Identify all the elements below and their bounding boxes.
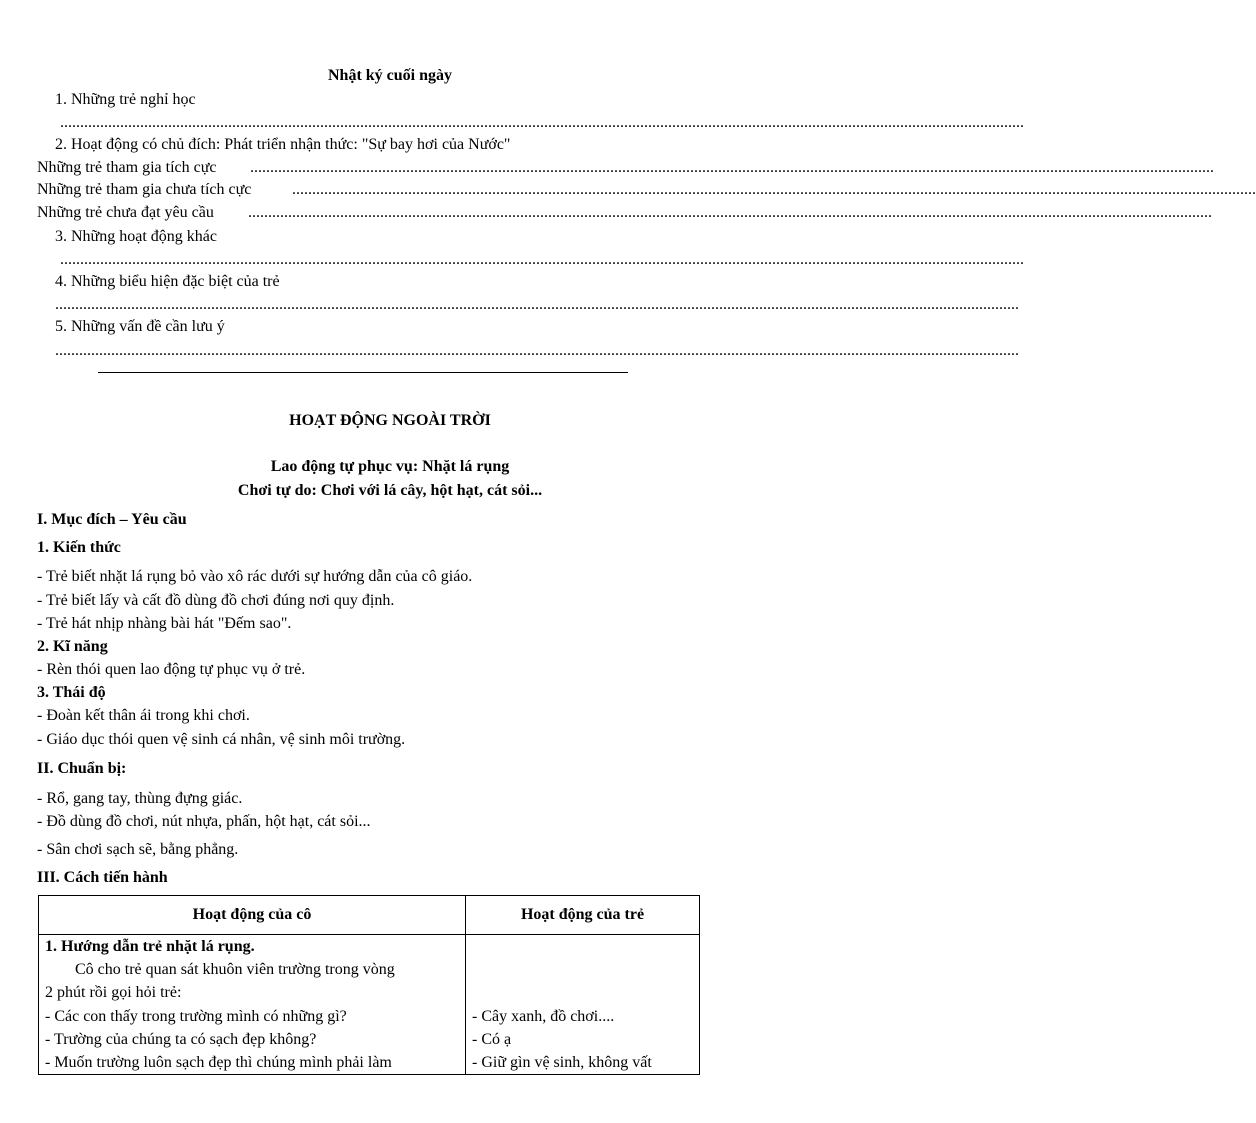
child-answer: - Giữ gìn vệ sinh, không vất xyxy=(472,1053,652,1071)
teacher-text: 2 phút rồi gọi hỏi trẻ: xyxy=(45,984,182,1002)
heading-attitude: 3. Thái độ xyxy=(37,684,106,701)
dotted-line: ................................................................................................................................................................................................................................................. xyxy=(60,251,1024,268)
prep-item: - Sân chơi sạch sẽ, bằng phẳng. xyxy=(37,841,239,858)
teacher-cell xyxy=(39,935,466,1075)
heading-procedure: III. Cách tiến hành xyxy=(37,869,168,886)
prep-item: - Rổ, gang tay, thùng đựng giác. xyxy=(37,790,243,807)
child-answer: - Có ạ xyxy=(472,1030,512,1048)
section-title: HOẠT ĐỘNG NGOÀI TRỜI xyxy=(289,412,491,429)
dotted-line: ................................................................................................................................................................................................................................................. xyxy=(248,204,1212,221)
teacher-text: Cô cho trẻ quan sát khuôn viên trường trong vòng xyxy=(75,961,395,979)
dotted-line: ................................................................................................................................................................................................................................................. xyxy=(292,181,1256,198)
attitude-item: - Đoàn kết thân ái trong khi chơi. xyxy=(37,707,250,724)
dotted-line: ................................................................................................................................................................................................................................................. xyxy=(55,296,1019,313)
step-title: 1. Hướng dẫn trẻ nhặt lá rụng. xyxy=(45,938,255,955)
heading-knowledge: 1. Kiến thức xyxy=(37,539,121,556)
heading-skills: 2. Kĩ năng xyxy=(37,638,108,655)
dotted-line: ................................................................................................................................................................................................................................................. xyxy=(250,159,1214,176)
diary-title: Nhật ký cuối ngày xyxy=(327,67,453,84)
diary-item-special: 4. Những biểu hiện đặc biệt của trẻ xyxy=(55,273,280,290)
activity-table xyxy=(38,895,700,1075)
diary-item-other: 3. Những hoạt động khác xyxy=(55,228,217,245)
teacher-question: - Muốn trường luôn sạch đẹp thì chúng mình phải làm xyxy=(45,1053,392,1071)
table-header-row xyxy=(39,896,700,935)
prep-item: - Đồ dùng đồ chơi, nút nhựa, phấn, hột hạt, cát sỏi... xyxy=(37,813,371,830)
diary-item-notes: 5. Những vấn đề cần lưu ý xyxy=(55,318,225,335)
dotted-line: ................................................................................................................................................................................................................................................. xyxy=(55,342,1019,359)
child-answer: - Cây xanh, đồ chơi.... xyxy=(472,1007,615,1025)
diary-item-absent: 1. Những trẻ nghỉ học xyxy=(55,91,196,108)
attitude-item: - Giáo dục thói quen vệ sinh cá nhân, vệ sinh môi trường. xyxy=(37,731,406,748)
heading-purpose: I. Mục đích – Yêu cầu xyxy=(37,511,187,528)
teacher-question: - Trường của chúng ta có sạch đẹp không? xyxy=(45,1030,317,1048)
dotted-line: ................................................................................................................................................................................................................................................. xyxy=(60,114,1024,131)
knowledge-item: - Trẻ biết lấy và cất đồ dùng đồ chơi đúng nơi quy định. xyxy=(37,592,395,609)
teacher-question: - Các con thấy trong trường mình có những gì? xyxy=(45,1007,347,1025)
table-row xyxy=(39,935,700,1075)
diary-inactive-label: Những trẻ tham gia chưa tích cực xyxy=(37,181,252,198)
heading-preparation: II. Chuẩn bị: xyxy=(37,760,127,777)
section-subtitle-labor: Lao động tự phục vụ: Nhặt lá rụng xyxy=(270,458,510,475)
knowledge-item: - Trẻ hát nhịp nhàng bài hát "Đếm sao". xyxy=(37,615,292,632)
diary-unmet-label: Những trẻ chưa đạt yêu cầu xyxy=(37,204,214,221)
header-teacher: Hoạt động của cô xyxy=(39,896,466,935)
section-subtitle-play: Chơi tự do: Chơi với lá cây, hột hạt, cát sỏi... xyxy=(237,482,543,499)
knowledge-item: - Trẻ biết nhặt lá rụng bỏ vào xô rác dưới sự hướng dẫn của cô giáo. xyxy=(37,568,473,585)
child-cell xyxy=(466,935,700,1075)
header-child: Hoạt động của trẻ xyxy=(466,896,700,935)
diary-active-label: Những trẻ tham gia tích cực xyxy=(37,159,217,176)
divider xyxy=(98,372,628,373)
diary-item-activity: 2. Hoạt động có chủ đích: Phát triển nhận thức: "Sự bay hơi của Nước" xyxy=(55,136,511,153)
skills-item: - Rèn thói quen lao động tự phục vụ ở trẻ. xyxy=(37,661,306,678)
